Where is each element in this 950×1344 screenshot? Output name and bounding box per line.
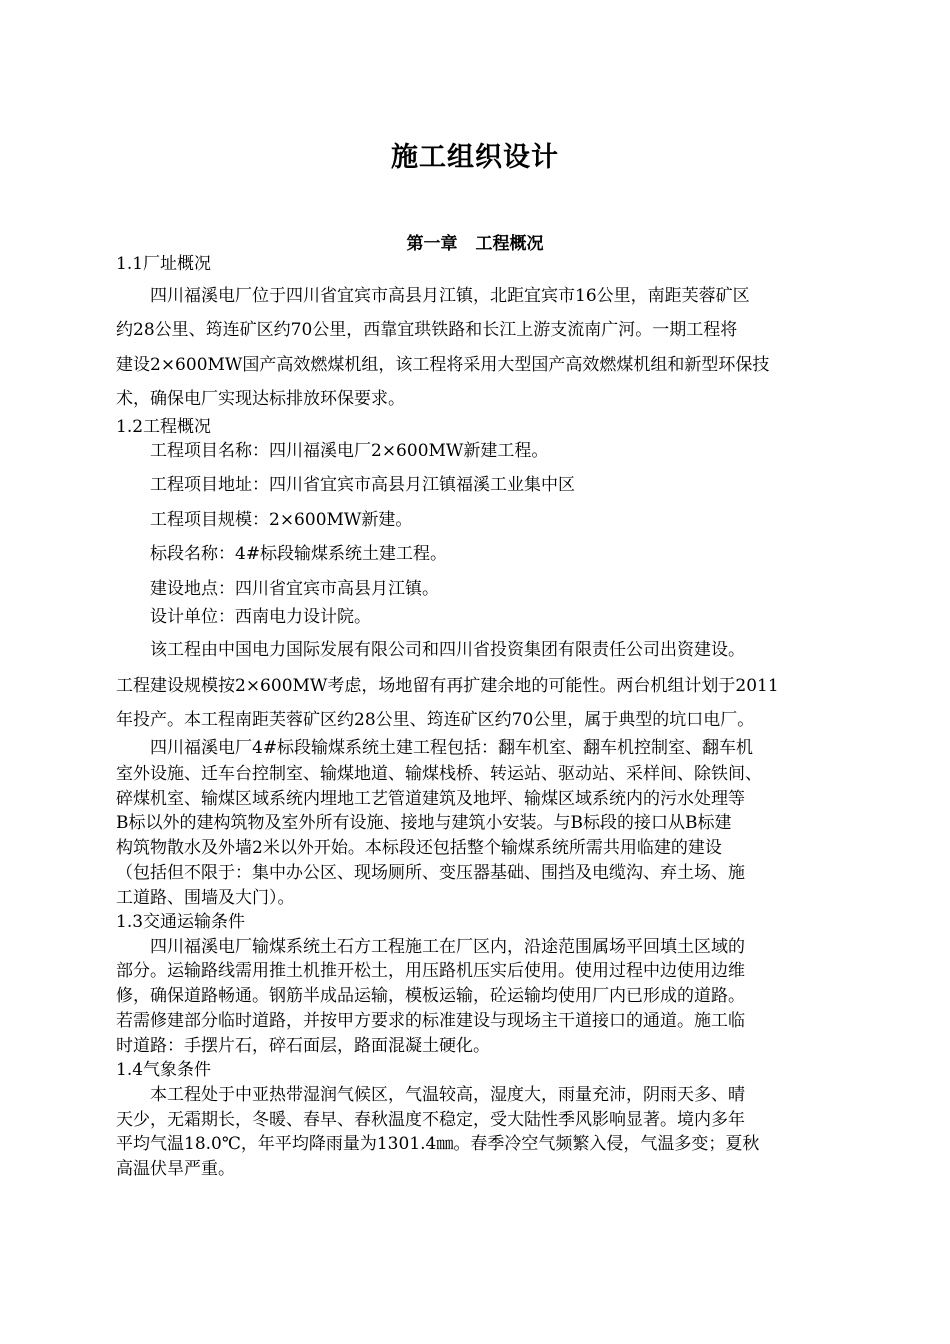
paragraph-line: 平均气温18.0℃，年平均降雨量为1301.4㎜。春季冷空气频繁入侵，气温多变；夏秋	[116, 1134, 760, 1154]
paragraph-line: 工程建设规模按2×600MW考虑，场地留有再扩建余地的可能性。两台机组计划于2011	[116, 676, 779, 696]
paragraph-line: （包括但不限于：集中办公区、现场厕所、变压器基础、围挡及电缆沟、弃土场、施	[116, 863, 745, 883]
paragraph-line: 四川福溪电厂输煤系统土石方工程施工在厂区内，沿途范围属场平回填土区域的	[150, 937, 745, 957]
project-item: 工程项目地址：四川省宜宾市高县月江镇福溪工业集中区	[150, 475, 575, 495]
project-item: 设计单位：西南电力设计院。	[150, 607, 371, 627]
document-title: 施工组织设计	[391, 142, 559, 173]
chapter-heading	[0, 229, 950, 254]
paragraph-line: 若需修建部分临时道路，并按甲方要求的标准建设与现场主干道接口的通道。施工临	[116, 1011, 745, 1031]
paragraph-line: 该工程由中国电力国际发展有限公司和四川省投资集团有限责任公司出资建设。	[150, 640, 745, 660]
project-item: 工程项目名称：四川福溪电厂2×600MW新建工程。	[150, 441, 549, 461]
paragraph-line: 修，确保道路畅通。钢筋半成品运输，模板运输，砼运输均使用厂内已形成的道路。	[116, 986, 745, 1006]
paragraph-line: 工道路、围墙及大门）。	[116, 888, 295, 908]
section-heading-1-2: 1.2工程概况	[116, 417, 212, 437]
chapter-number: 第一章	[406, 234, 458, 254]
paragraph-line: 年投产。本工程南距芙蓉矿区约28公里、筠连矿区约70公里，属于典型的坑口电厂。	[116, 710, 755, 730]
project-item: 标段名称：4#标段输煤系统土建工程。	[150, 544, 448, 564]
paragraph-line: 高温伏旱严重。	[116, 1159, 235, 1179]
paragraph-line: 约28公里、筠连矿区约70公里，西靠宜珙铁路和长江上游支流南广河。一期工程将	[116, 320, 738, 340]
paragraph-line: 碎煤机室、输煤区域系统内埋地工艺管道建筑及地坪、输煤区域系统内的污水处理等	[116, 789, 745, 809]
paragraph-line: 时道路：手摆片石，碎石面层，路面混凝土硬化。	[116, 1036, 490, 1056]
chapter-name: 工程概况	[475, 234, 544, 254]
paragraph-line: 本工程处于中亚热带湿润气候区，气温较高，湿度大，雨量充沛，阴雨天多、晴	[150, 1085, 745, 1105]
paragraph-line: 部分。运输路线需用推土机推开松土，用压路机压实后使用。使用过程中边使用边维	[116, 961, 745, 981]
paragraph-line: 建设2×600MW国产高效燃煤机组，该工程将采用大型国产高效燃煤机组和新型环保技	[116, 355, 770, 375]
paragraph-line: 四川福溪电厂4#标段输煤系统土建工程包括：翻车机室、翻车机控制室、翻车机	[150, 738, 754, 758]
paragraph-line: 术，确保电厂实现达标排放环保要求。	[116, 389, 405, 409]
paragraph-line: 构筑物散水及外墙2米以外开始。本标段还包括整个输煤系统所需共用临建的建设	[116, 838, 722, 858]
project-item: 工程项目规模：2×600MW新建。	[150, 510, 413, 530]
section-heading-1-4: 1.4气象条件	[116, 1060, 212, 1080]
project-item: 建设地点：四川省宜宾市高县月江镇。	[150, 579, 439, 599]
paragraph-line: B标以外的建构筑物及室外所有设施、接地与建筑小安装。与B标段的接口从B标建	[116, 813, 732, 833]
paragraph-line: 天少，无霜期长，冬暖、春早、春秋温度不稳定，受大陆性季风影响显著。境内多年	[116, 1110, 745, 1130]
section-heading-1-3: 1.3交通运输条件	[116, 912, 246, 932]
paragraph-line: 四川福溪电厂位于四川省宜宾市高县月江镇，北距宜宾市16公里，南距芙蓉矿区	[150, 286, 750, 306]
paragraph-line: 室外设施、迁车台控制室、输煤地道、输煤栈桥、转运站、驱动站、采样间、除铁间、	[116, 764, 762, 784]
section-heading-1-1: 1.1厂址概况	[116, 254, 212, 274]
